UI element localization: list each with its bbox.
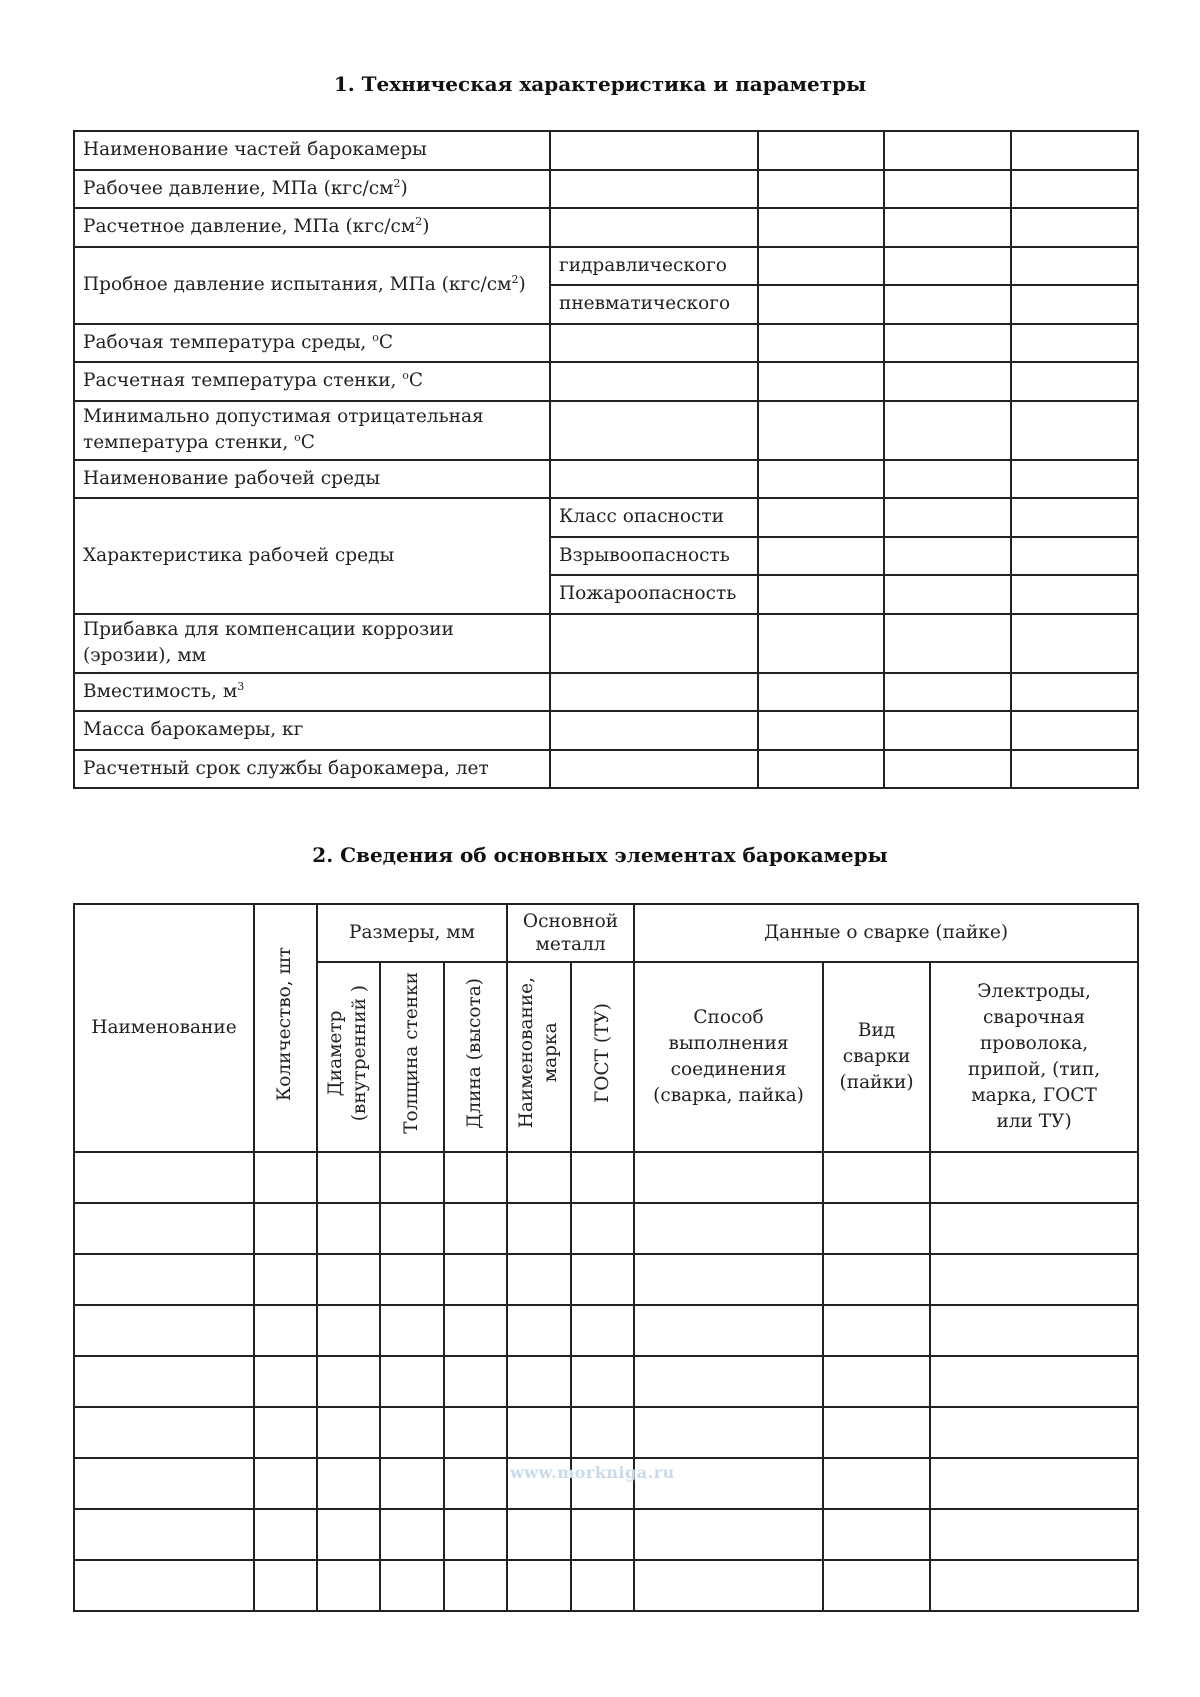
value-cell[interactable] <box>884 537 1011 576</box>
entry-cell[interactable] <box>74 1509 254 1560</box>
parameter-cell <box>74 247 550 324</box>
header-base-metal: Основной металл <box>507 904 634 962</box>
entry-cell[interactable] <box>317 1203 380 1254</box>
sub-parameter-cell: Взрывоопасность <box>550 537 758 576</box>
value-cell[interactable] <box>1011 750 1138 789</box>
entry-cell[interactable] <box>380 1356 444 1407</box>
value-cell[interactable] <box>1011 575 1138 614</box>
table-row <box>74 614 1138 673</box>
table-row <box>74 131 1138 170</box>
entry-cell[interactable] <box>571 1203 634 1254</box>
entry-cell[interactable] <box>930 1305 1138 1356</box>
entry-cell[interactable] <box>507 1407 571 1458</box>
entry-cell[interactable] <box>74 1356 254 1407</box>
entry-cell[interactable] <box>930 1560 1138 1611</box>
header-joint-method: Способ выполнения соединения (сварка, пайка) <box>634 962 823 1152</box>
parameter-cell <box>74 673 550 712</box>
entry-cell[interactable] <box>823 1458 930 1509</box>
main-elements-table <box>73 903 1139 1612</box>
entry-cell[interactable] <box>74 1560 254 1611</box>
entry-cell[interactable] <box>823 1407 930 1458</box>
parameter-label: Расчетное давление, МПа $(кгс/см^2)$ <box>83 215 430 238</box>
value-cell[interactable] <box>1011 285 1138 324</box>
value-cell[interactable] <box>758 614 884 673</box>
entry-cell[interactable] <box>317 1254 380 1305</box>
entry-cell[interactable] <box>380 1458 444 1509</box>
entry-cell[interactable] <box>317 1305 380 1356</box>
value-cell[interactable] <box>1011 362 1138 401</box>
entry-cell[interactable] <box>930 1407 1138 1458</box>
table-row <box>74 362 1138 401</box>
entry-cell[interactable] <box>254 1560 317 1611</box>
entry-cell[interactable] <box>823 1356 930 1407</box>
table-row <box>74 1407 1138 1458</box>
parameter-label: Прибавка для компенсации коррозии (эрозии), мм <box>83 619 454 666</box>
table-row <box>74 324 1138 363</box>
table-row <box>74 1356 1138 1407</box>
sub-parameter-cell: Пожароопасность <box>550 575 758 614</box>
value-cell[interactable] <box>550 208 758 247</box>
parameter-cell <box>74 362 550 401</box>
parameter-cell <box>74 460 550 499</box>
value-cell[interactable] <box>1011 324 1138 363</box>
entry-cell[interactable] <box>634 1203 823 1254</box>
value-cell[interactable] <box>884 285 1011 324</box>
entry-cell[interactable] <box>317 1356 380 1407</box>
entry-cell[interactable] <box>823 1254 930 1305</box>
header-gost: ГОСТ (ТУ) <box>571 962 634 1152</box>
value-cell[interactable] <box>758 324 884 363</box>
entry-cell[interactable] <box>317 1560 380 1611</box>
header-electrodes: Электроды, сварочная проволока, припой, (тип, марка, ГОСТ или ТУ) <box>930 962 1138 1152</box>
entry-cell[interactable] <box>317 1509 380 1560</box>
parameter-cell <box>74 750 550 789</box>
value-cell[interactable] <box>758 208 884 247</box>
entry-cell[interactable] <box>507 1152 571 1203</box>
parameter-label: Вместимость, $м^3$ <box>83 679 245 702</box>
value-cell[interactable] <box>758 285 884 324</box>
table-row <box>74 460 1138 499</box>
entry-cell[interactable] <box>571 1152 634 1203</box>
header-welding-data: Данные о сварке (пайке) <box>634 904 1138 962</box>
entry-cell[interactable] <box>254 1305 317 1356</box>
entry-cell[interactable] <box>571 1560 634 1611</box>
table-row <box>74 498 1138 537</box>
entry-cell[interactable] <box>823 1560 930 1611</box>
parameter-label: Рабочее давление, МПа $(кгс/см^2)$ <box>83 176 408 199</box>
entry-cell[interactable] <box>634 1152 823 1203</box>
value-cell[interactable] <box>884 208 1011 247</box>
entry-cell[interactable] <box>74 1254 254 1305</box>
parameter-label: Минимально допустимая отрицательная температура стенки, $^о$С <box>83 406 484 454</box>
table-row <box>74 1152 1138 1203</box>
technical-parameters-table <box>73 130 1139 789</box>
entry-cell[interactable] <box>930 1509 1138 1560</box>
entry-cell[interactable] <box>930 1203 1138 1254</box>
table-row <box>74 1305 1138 1356</box>
header-wall-thickness: Толщина стенки <box>380 962 444 1152</box>
entry-cell[interactable] <box>823 1152 930 1203</box>
parameter-cell <box>74 131 550 170</box>
table-row <box>74 673 1138 712</box>
header-welding-type: Вид сварки (пайки) <box>823 962 930 1152</box>
parameter-cell <box>74 614 550 673</box>
value-cell[interactable] <box>758 362 884 401</box>
entry-cell[interactable] <box>634 1305 823 1356</box>
value-cell[interactable] <box>1011 247 1138 286</box>
value-cell[interactable] <box>1011 498 1138 537</box>
parameter-label: Расчетная температура стенки, $^о$С <box>83 369 424 392</box>
value-cell[interactable] <box>758 401 884 460</box>
value-cell[interactable] <box>550 131 758 170</box>
value-cell[interactable] <box>884 673 1011 712</box>
value-cell[interactable] <box>884 460 1011 499</box>
value-cell[interactable] <box>550 460 758 499</box>
value-cell[interactable] <box>758 537 884 576</box>
entry-cell[interactable] <box>444 1152 507 1203</box>
entry-cell[interactable] <box>507 1560 571 1611</box>
value-cell[interactable] <box>550 673 758 712</box>
table-row <box>74 1203 1138 1254</box>
entry-cell[interactable] <box>930 1356 1138 1407</box>
value-cell[interactable] <box>758 711 884 750</box>
value-cell[interactable] <box>550 614 758 673</box>
entry-cell[interactable] <box>254 1254 317 1305</box>
value-cell[interactable] <box>758 460 884 499</box>
entry-cell[interactable] <box>571 1356 634 1407</box>
entry-cell[interactable] <box>380 1203 444 1254</box>
value-cell[interactable] <box>884 614 1011 673</box>
header-length: Длина (высота) <box>444 962 507 1152</box>
entry-cell[interactable] <box>634 1509 823 1560</box>
parameter-cell <box>74 498 550 614</box>
value-cell[interactable] <box>550 170 758 209</box>
value-cell[interactable] <box>758 131 884 170</box>
entry-cell[interactable] <box>444 1203 507 1254</box>
sub-parameter-cell: Класс опасности <box>550 498 758 537</box>
value-cell[interactable] <box>1011 131 1138 170</box>
entry-cell[interactable] <box>507 1509 571 1560</box>
value-cell[interactable] <box>884 131 1011 170</box>
table-row <box>74 750 1138 789</box>
value-cell[interactable] <box>758 247 884 286</box>
entry-cell[interactable] <box>444 1509 507 1560</box>
entry-cell[interactable] <box>74 1305 254 1356</box>
entry-cell[interactable] <box>444 1356 507 1407</box>
entry-cell[interactable] <box>254 1458 317 1509</box>
value-cell[interactable] <box>758 498 884 537</box>
entry-cell[interactable] <box>823 1305 930 1356</box>
parameter-label: Масса барокамеры, кг <box>83 719 304 741</box>
entry-cell[interactable] <box>507 1254 571 1305</box>
entry-cell[interactable] <box>380 1509 444 1560</box>
entry-cell[interactable] <box>380 1254 444 1305</box>
value-cell[interactable] <box>550 324 758 363</box>
table-row <box>74 1509 1138 1560</box>
entry-cell[interactable] <box>634 1356 823 1407</box>
value-cell[interactable] <box>884 498 1011 537</box>
parameter-label: Рабочая температура среды, $^о$С <box>83 330 393 353</box>
header-name: Наименование <box>74 904 254 1152</box>
entry-cell[interactable] <box>74 1458 254 1509</box>
value-cell[interactable] <box>758 673 884 712</box>
entry-cell[interactable] <box>507 1356 571 1407</box>
entry-cell[interactable] <box>507 1305 571 1356</box>
entry-cell[interactable] <box>254 1407 317 1458</box>
entry-cell[interactable] <box>254 1152 317 1203</box>
value-cell[interactable] <box>758 750 884 789</box>
value-cell[interactable] <box>1011 673 1138 712</box>
value-cell[interactable] <box>884 247 1011 286</box>
table-row <box>74 208 1138 247</box>
entry-cell[interactable] <box>930 1254 1138 1305</box>
header-diameter: Диаметр (внутренний ) <box>317 962 380 1152</box>
value-cell[interactable] <box>884 711 1011 750</box>
entry-cell[interactable] <box>571 1254 634 1305</box>
value-cell[interactable] <box>1011 170 1138 209</box>
value-cell[interactable] <box>758 170 884 209</box>
value-cell[interactable] <box>884 324 1011 363</box>
entry-cell[interactable] <box>930 1152 1138 1203</box>
value-cell[interactable] <box>1011 614 1138 673</box>
table-row <box>74 170 1138 209</box>
entry-cell[interactable] <box>254 1203 317 1254</box>
entry-cell[interactable] <box>634 1407 823 1458</box>
table-row <box>74 1560 1138 1611</box>
entry-cell[interactable] <box>571 1407 634 1458</box>
value-cell[interactable] <box>884 750 1011 789</box>
value-cell[interactable] <box>758 575 884 614</box>
value-cell[interactable] <box>1011 208 1138 247</box>
parameter-cell <box>74 711 550 750</box>
parameter-label: Характеристика рабочей среды <box>83 544 395 566</box>
table-row <box>74 401 1138 460</box>
entry-cell[interactable] <box>317 1458 380 1509</box>
entry-cell[interactable] <box>930 1458 1138 1509</box>
entry-cell[interactable] <box>444 1407 507 1458</box>
entry-cell[interactable] <box>444 1458 507 1509</box>
value-cell[interactable] <box>884 362 1011 401</box>
parameter-label: Наименование рабочей среды <box>83 467 381 489</box>
table-row <box>74 1254 1138 1305</box>
entry-cell[interactable] <box>444 1305 507 1356</box>
entry-cell[interactable] <box>380 1152 444 1203</box>
watermark: www.morkniga.ru <box>510 1463 675 1482</box>
value-cell[interactable] <box>1011 401 1138 460</box>
parameter-cell <box>74 170 550 209</box>
entry-cell[interactable] <box>74 1152 254 1203</box>
parameter-cell <box>74 401 550 460</box>
entry-cell[interactable] <box>444 1254 507 1305</box>
parameter-cell <box>74 208 550 247</box>
entry-cell[interactable] <box>634 1560 823 1611</box>
header-quantity: Количество, шт <box>254 904 317 1152</box>
value-cell[interactable] <box>550 401 758 460</box>
parameter-cell <box>74 324 550 363</box>
value-cell[interactable] <box>1011 460 1138 499</box>
entry-cell[interactable] <box>823 1203 930 1254</box>
entry-cell[interactable] <box>444 1560 507 1611</box>
entry-cell[interactable] <box>254 1356 317 1407</box>
entry-cell[interactable] <box>380 1305 444 1356</box>
entry-cell[interactable] <box>74 1407 254 1458</box>
entry-cell[interactable] <box>380 1407 444 1458</box>
parameter-label: Наименование частей барокамеры <box>83 139 427 161</box>
entry-cell[interactable] <box>254 1509 317 1560</box>
entry-cell[interactable] <box>823 1509 930 1560</box>
sub-parameter-cell: пневматического <box>550 285 758 324</box>
section-1-title: 1. Техническая характеристика и параметры <box>333 72 867 96</box>
entry-cell[interactable] <box>507 1203 571 1254</box>
value-cell[interactable] <box>1011 711 1138 750</box>
value-cell[interactable] <box>550 750 758 789</box>
sub-parameter-cell: гидравлического <box>550 247 758 286</box>
entry-cell[interactable] <box>74 1203 254 1254</box>
header-metal-name: Наименование, марка <box>507 962 571 1152</box>
entry-cell[interactable] <box>317 1152 380 1203</box>
entry-cell[interactable] <box>571 1305 634 1356</box>
table-row <box>74 247 1138 286</box>
parameter-label: Пробное давление испытания, МПа $(кгс/см^2)$ <box>83 272 526 296</box>
value-cell[interactable] <box>884 401 1011 460</box>
section-2-title: 2. Сведения об основных элементах барокамеры <box>312 843 888 867</box>
value-cell[interactable] <box>884 575 1011 614</box>
value-cell[interactable] <box>884 170 1011 209</box>
table-row <box>74 711 1138 750</box>
value-cell[interactable] <box>550 362 758 401</box>
value-cell[interactable] <box>550 711 758 750</box>
entry-cell[interactable] <box>634 1254 823 1305</box>
header-dimensions: Размеры, мм <box>317 904 507 962</box>
entry-cell[interactable] <box>380 1560 444 1611</box>
value-cell[interactable] <box>1011 537 1138 576</box>
entry-cell[interactable] <box>571 1509 634 1560</box>
entry-cell[interactable] <box>317 1407 380 1458</box>
parameter-label: Расчетный срок службы барокамера, лет <box>83 757 489 779</box>
